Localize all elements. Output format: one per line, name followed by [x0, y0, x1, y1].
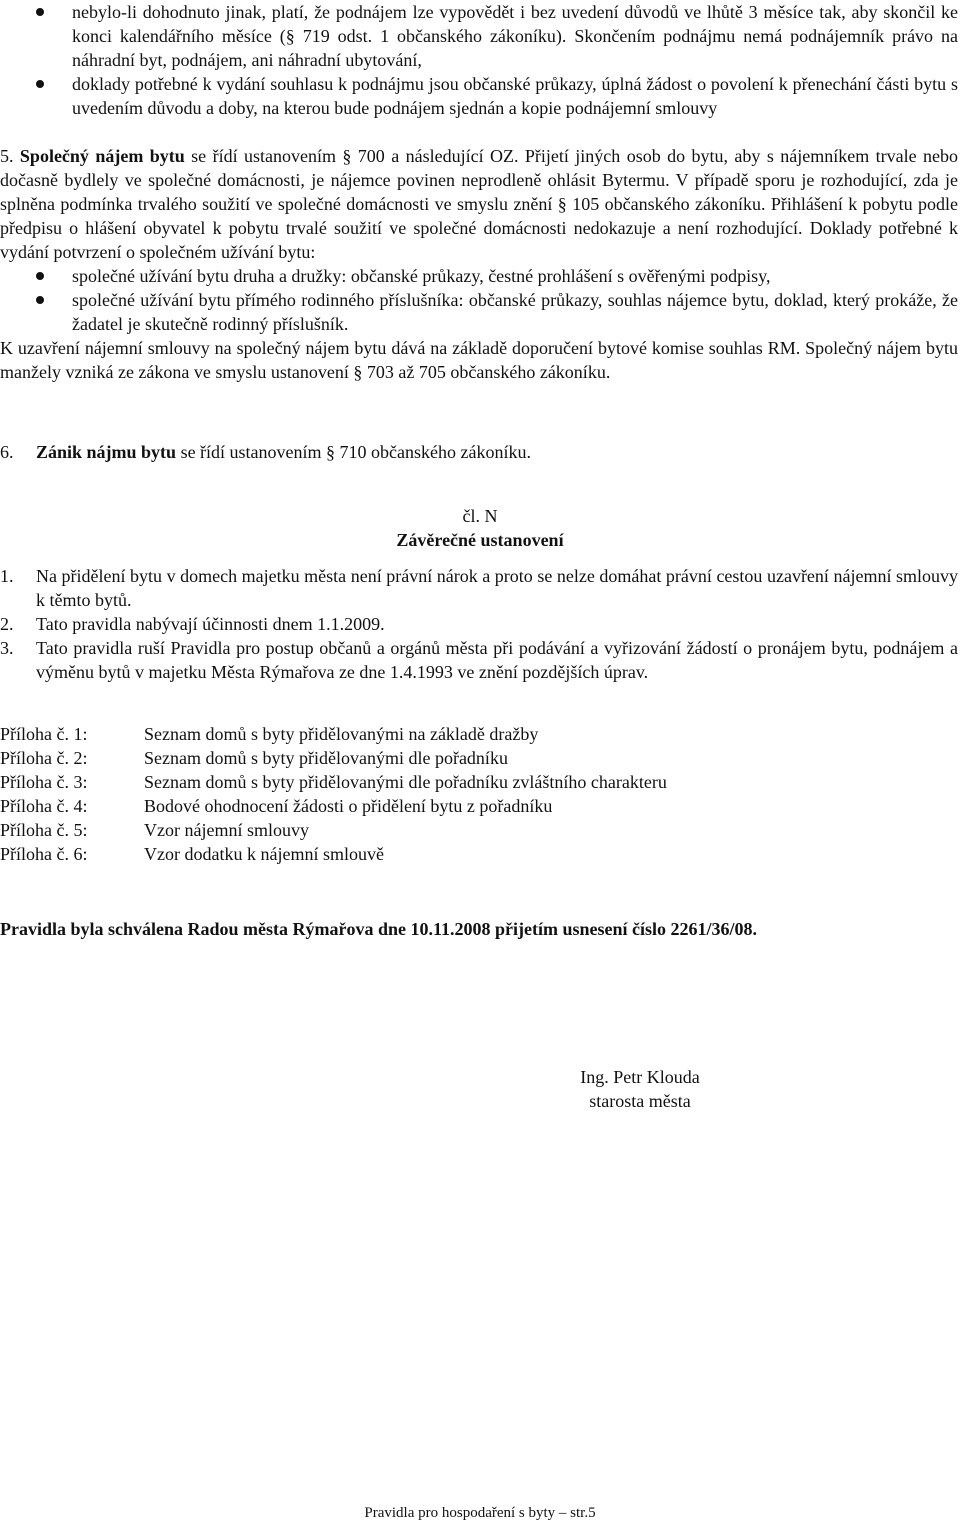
attachments-list: [0, 722, 960, 866]
section-6-paragraph: [0, 440, 958, 464]
section-5-closing: K uzavření nájemní smlouvy na společný nájem bytu dává na základě doporučení bytové komise souhlas RM. Společný nájem bytu manžely vzniká ze zákona ve smyslu ustanovení § 703 až 705 občanského zákoníku.: [0, 338, 958, 382]
bullet-item: [0, 288, 958, 336]
section-text: se řídí ustanovením § 710 občanského zákoníku.: [176, 442, 531, 462]
bullet-item: [0, 0, 958, 72]
article-number: čl. N: [462, 506, 498, 526]
article-title: Závěrečné ustanovení: [396, 530, 564, 550]
attachment-title: Seznam domů s byty přidělovanými dle pořadníku zvláštního charakteru: [144, 772, 667, 792]
bullet-icon: [36, 80, 44, 88]
signature-block: [560, 1065, 720, 1113]
attachment-label: Příloha č. 1:: [0, 724, 88, 744]
bullet-item: [0, 264, 958, 288]
bullet-item: [0, 72, 958, 120]
section-number: 6.: [0, 442, 14, 462]
bullet-icon: [36, 296, 44, 304]
attachment-title: Vzor nájemní smlouvy: [144, 820, 309, 840]
attachment-label: Příloha č. 4:: [0, 796, 88, 816]
signatory-name: Ing. Petr Klouda: [580, 1067, 700, 1087]
item-text: Na přidělení bytu v domech majetku města není právní nárok a proto se nelze domáhat právní cestou uzavření nájemní smlouvy k těmto bytů.: [36, 566, 958, 610]
item-text: Tato pravidla nabývají účinnosti dnem 1.1.2009.: [36, 614, 385, 634]
attachment-label: Příloha č. 6:: [0, 844, 88, 864]
attachment-row: [0, 818, 960, 842]
attachment-label: Příloha č. 3:: [0, 772, 88, 792]
bullet-text: společné užívání bytu přímého rodinného příslušníka: občanské průkazy, souhlas nájemce bytu, doklad, který prokáže, že žadatel je skutečně rodinný příslušník.: [72, 290, 958, 334]
final-provisions: [0, 564, 960, 684]
page-footer: Pravidla pro hospodaření s byty – str.5: [364, 1505, 596, 1521]
attachment-row: [0, 794, 960, 818]
item-number: 1.: [0, 566, 14, 586]
subletting-bullets: [0, 0, 960, 120]
item-number: 3.: [0, 638, 14, 658]
bullet-text: nebylo-li dohodnuto jinak, platí, že podnájem lze vypovědět i bez uvedení důvodů ve lhůtě 3 měsíce tak, aby skončil ke konci kalendářního měsíce (§ 719 odst. 1 občanského zákoníku). Skončením podnájmu nemá podnájemník právo na náhradní byt, podnájem, ani náhradní ubytování,: [72, 2, 958, 70]
section-heading: Společný nájem bytu: [19, 146, 185, 166]
attachment-title: Bodové ohodnocení žádosti o přidělení bytu z pořadníku: [144, 796, 553, 816]
approval-statement: Pravidla byla schválena Radou města Rýmařova dne 10.11.2008 přijetím usnesení číslo 2261/36/08.: [0, 919, 758, 939]
bullet-icon: [36, 8, 44, 16]
list-item: [0, 564, 958, 612]
bullet-icon: [36, 272, 44, 280]
article-heading: [0, 504, 960, 552]
attachment-row: [0, 770, 960, 794]
attachment-label: Příloha č. 2:: [0, 748, 88, 768]
section-5: [0, 144, 960, 384]
attachment-row: [0, 722, 960, 746]
list-item: [0, 612, 958, 636]
bullet-text: doklady potřebné k vydání souhlasu k podnájmu jsou občanské průkazy, úplná žádost o povolení k přenechání části bytu s uvedením důvodu a doby, na kterou bude podnájem sjednán a kopie podnájemní smlouvy: [72, 74, 958, 118]
section-number: 5.: [0, 146, 14, 166]
attachment-title: Vzor dodatku k nájemní smlouvě: [144, 844, 384, 864]
attachment-row: [0, 746, 960, 770]
signatory-title: starosta města: [589, 1091, 691, 1111]
bullet-text: společné užívání bytu druha a družky: občanské průkazy, čestné prohlášení s ověřenými podpisy,: [72, 266, 771, 286]
attachment-label: Příloha č. 5:: [0, 820, 88, 840]
item-number: 2.: [0, 614, 14, 634]
item-text: Tato pravidla ruší Pravidla pro postup občanů a orgánů města při podávání a vyřizování žádostí o pronájem bytu, podnájem a výměnu bytů v majetku Města Rýmařova ze dne 1.4.1993 ve znění pozdějších úprav.: [36, 638, 958, 682]
section-6: [0, 440, 960, 464]
attachment-title: Seznam domů s byty přidělovanými dle pořadníku: [144, 748, 508, 768]
section-5-paragraph: [0, 144, 958, 264]
section-text: se řídí ustanovením § 700 a následující OZ. Přijetí jiných osob do bytu, aby s nájemníkem trvale nebo dočasně bydlely ve společné domácnosti, je nájemce povinen neprodleně ohlásit Bytermu. V případě sporu je rozhodující, zda je splněna podmínka trvalého soužití ve společné domácnosti ve smyslu znění § 105 občanského zákoníku. Přihlášení k pobytu podle předpisu o hlášení obyvatel k pobytu trvalé soužití ve společné domácnosti nedokazuje a není rozhodující. Doklady potřebné k vydání potvrzení o společném užívání bytu:: [0, 146, 959, 262]
attachment-title: Seznam domů s byty přidělovanými na základě dražby: [144, 724, 539, 744]
list-item: [0, 636, 958, 684]
attachment-row: [0, 842, 960, 866]
section-heading: Zánik nájmu bytu: [36, 442, 177, 462]
